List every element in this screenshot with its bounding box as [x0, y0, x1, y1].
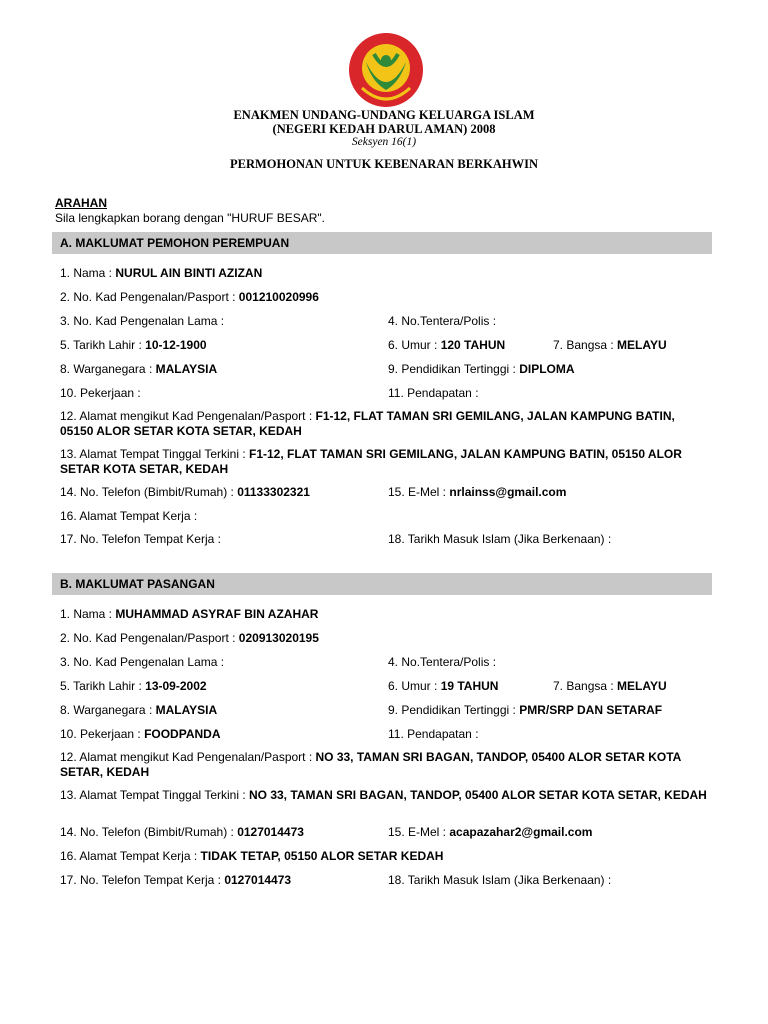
b-age-field: 6. Umur : 19 TAHUN [388, 679, 499, 693]
instructions-text: Sila lengkapkan borang dengan "HURUF BESAR". [55, 211, 325, 225]
a-current-address-field: 13. Alamat Tempat Tinggal Terkini : F1-12, FLAT TAMAN SRI GEMILANG, JALAN KAMPUNG BATIN, 05150 ALOR SETAR KOTA SETAR, KEDAH [60, 447, 682, 476]
b-race-field: 7. Bangsa : MELAYU [553, 679, 667, 693]
b-phone-field: 14. No. Telefon (Bimbit/Rumah) : 0127014473 [60, 825, 304, 839]
instructions-heading: ARAHAN [55, 196, 107, 210]
a-ic-address-field: 12. Alamat mengikut Kad Pengenalan/Pasport : F1-12, FLAT TAMAN SRI GEMILANG, JALAN KAMPUNG BATIN, 05150 ALOR SETAR KOTA SETAR, KEDAH [60, 409, 675, 438]
b-ic-field: 2. No. Kad Pengenalan/Pasport : 020913020195 [60, 631, 319, 645]
b-income-field: 11. Pendapatan : [388, 727, 479, 741]
b-work-address-field: 16. Alamat Tempat Kerja : TIDAK TETAP, 05150 ALOR SETAR KEDAH [60, 849, 444, 863]
a-work-address-field: 16. Alamat Tempat Kerja : [60, 509, 198, 523]
b-occupation-field: 10. Pekerjaan : FOODPANDA [60, 727, 221, 741]
section-a-header: A. MAKLUMAT PEMOHON PEREMPUAN [52, 232, 712, 254]
b-current-address-field: 13. Alamat Tempat Tinggal Terkini : NO 33, TAMAN SRI BAGAN, TANDOP, 05400 ALOR SETAR KOTA SETAR, KEDAH [60, 788, 707, 802]
a-dob-field: 5. Tarikh Lahir : 10-12-1900 [60, 338, 207, 352]
act-title: ENAKMEN UNDANG-UNDANG KELUARGA ISLAM [233, 108, 535, 122]
b-work-phone-field: 17. No. Telefon Tempat Kerja : 0127014473 [60, 873, 292, 887]
a-occupation-field: 10. Pekerjaan : [60, 386, 141, 400]
a-work-phone-field: 17. No. Telefon Tempat Kerja : [60, 532, 221, 546]
a-old-ic-field: 3. No. Kad Pengenalan Lama : [60, 314, 225, 328]
a-name-field: 1. Nama : NURUL AIN BINTI AZIZAN [60, 266, 263, 280]
a-military-police-field: 4. No.Tentera/Polis : [388, 314, 497, 328]
b-ic-address-field: 12. Alamat mengikut Kad Pengenalan/Pasport : NO 33, TAMAN SRI BAGAN, TANDOP, 05400 ALOR SETAR KOTA SETAR, KEDAH [60, 750, 681, 779]
b-old-ic-field: 3. No. Kad Pengenalan Lama : [60, 655, 225, 669]
section-b-header: B. MAKLUMAT PASANGAN [52, 573, 712, 595]
b-email-field: 15. E-Mel : acapazahar2@gmail.com [388, 825, 593, 839]
b-dob-field: 5. Tarikh Lahir : 13-09-2002 [60, 679, 207, 693]
form-title: PERMOHONAN UNTUK KEBENARAN BERKAHWIN [229, 157, 538, 171]
b-name-field: 1. Nama : MUHAMMAD ASYRAF BIN AZAHAR [60, 607, 319, 621]
b-citizenship-field: 8. Warganegara : MALAYSIA [60, 703, 218, 717]
a-citizenship-field: 8. Warganegara : MALAYSIA [60, 362, 218, 376]
b-conversion-date-field: 18. Tarikh Masuk Islam (Jika Berkenaan) : [388, 873, 612, 887]
a-race-field: 7. Bangsa : MELAYU [553, 338, 667, 352]
b-education-field: 9. Pendidikan Tertinggi : PMR/SRP DAN SETARAF [388, 703, 663, 717]
a-ic-field: 2. No. Kad Pengenalan/Pasport : 001210020996 [60, 290, 319, 304]
a-conversion-date-field: 18. Tarikh Masuk Islam (Jika Berkenaan) : [388, 532, 612, 546]
section-reference: Seksyen 16(1) [351, 136, 417, 148]
a-phone-field: 14. No. Telefon (Bimbit/Rumah) : 01133302321 [60, 485, 310, 499]
b-military-police-field: 4. No.Tentera/Polis : [388, 655, 497, 669]
a-income-field: 11. Pendapatan : [388, 386, 479, 400]
a-email-field: 15. E-Mel : nrlainss@gmail.com [388, 485, 567, 499]
kedah-crest-emblem [348, 32, 424, 108]
a-age-field: 6. Umur : 120 TAHUN [388, 338, 506, 352]
act-subtitle: (NEGERI KEDAH DARUL AMAN) 2008 [272, 122, 496, 136]
a-education-field: 9. Pendidikan Tertinggi : DIPLOMA [388, 362, 575, 376]
